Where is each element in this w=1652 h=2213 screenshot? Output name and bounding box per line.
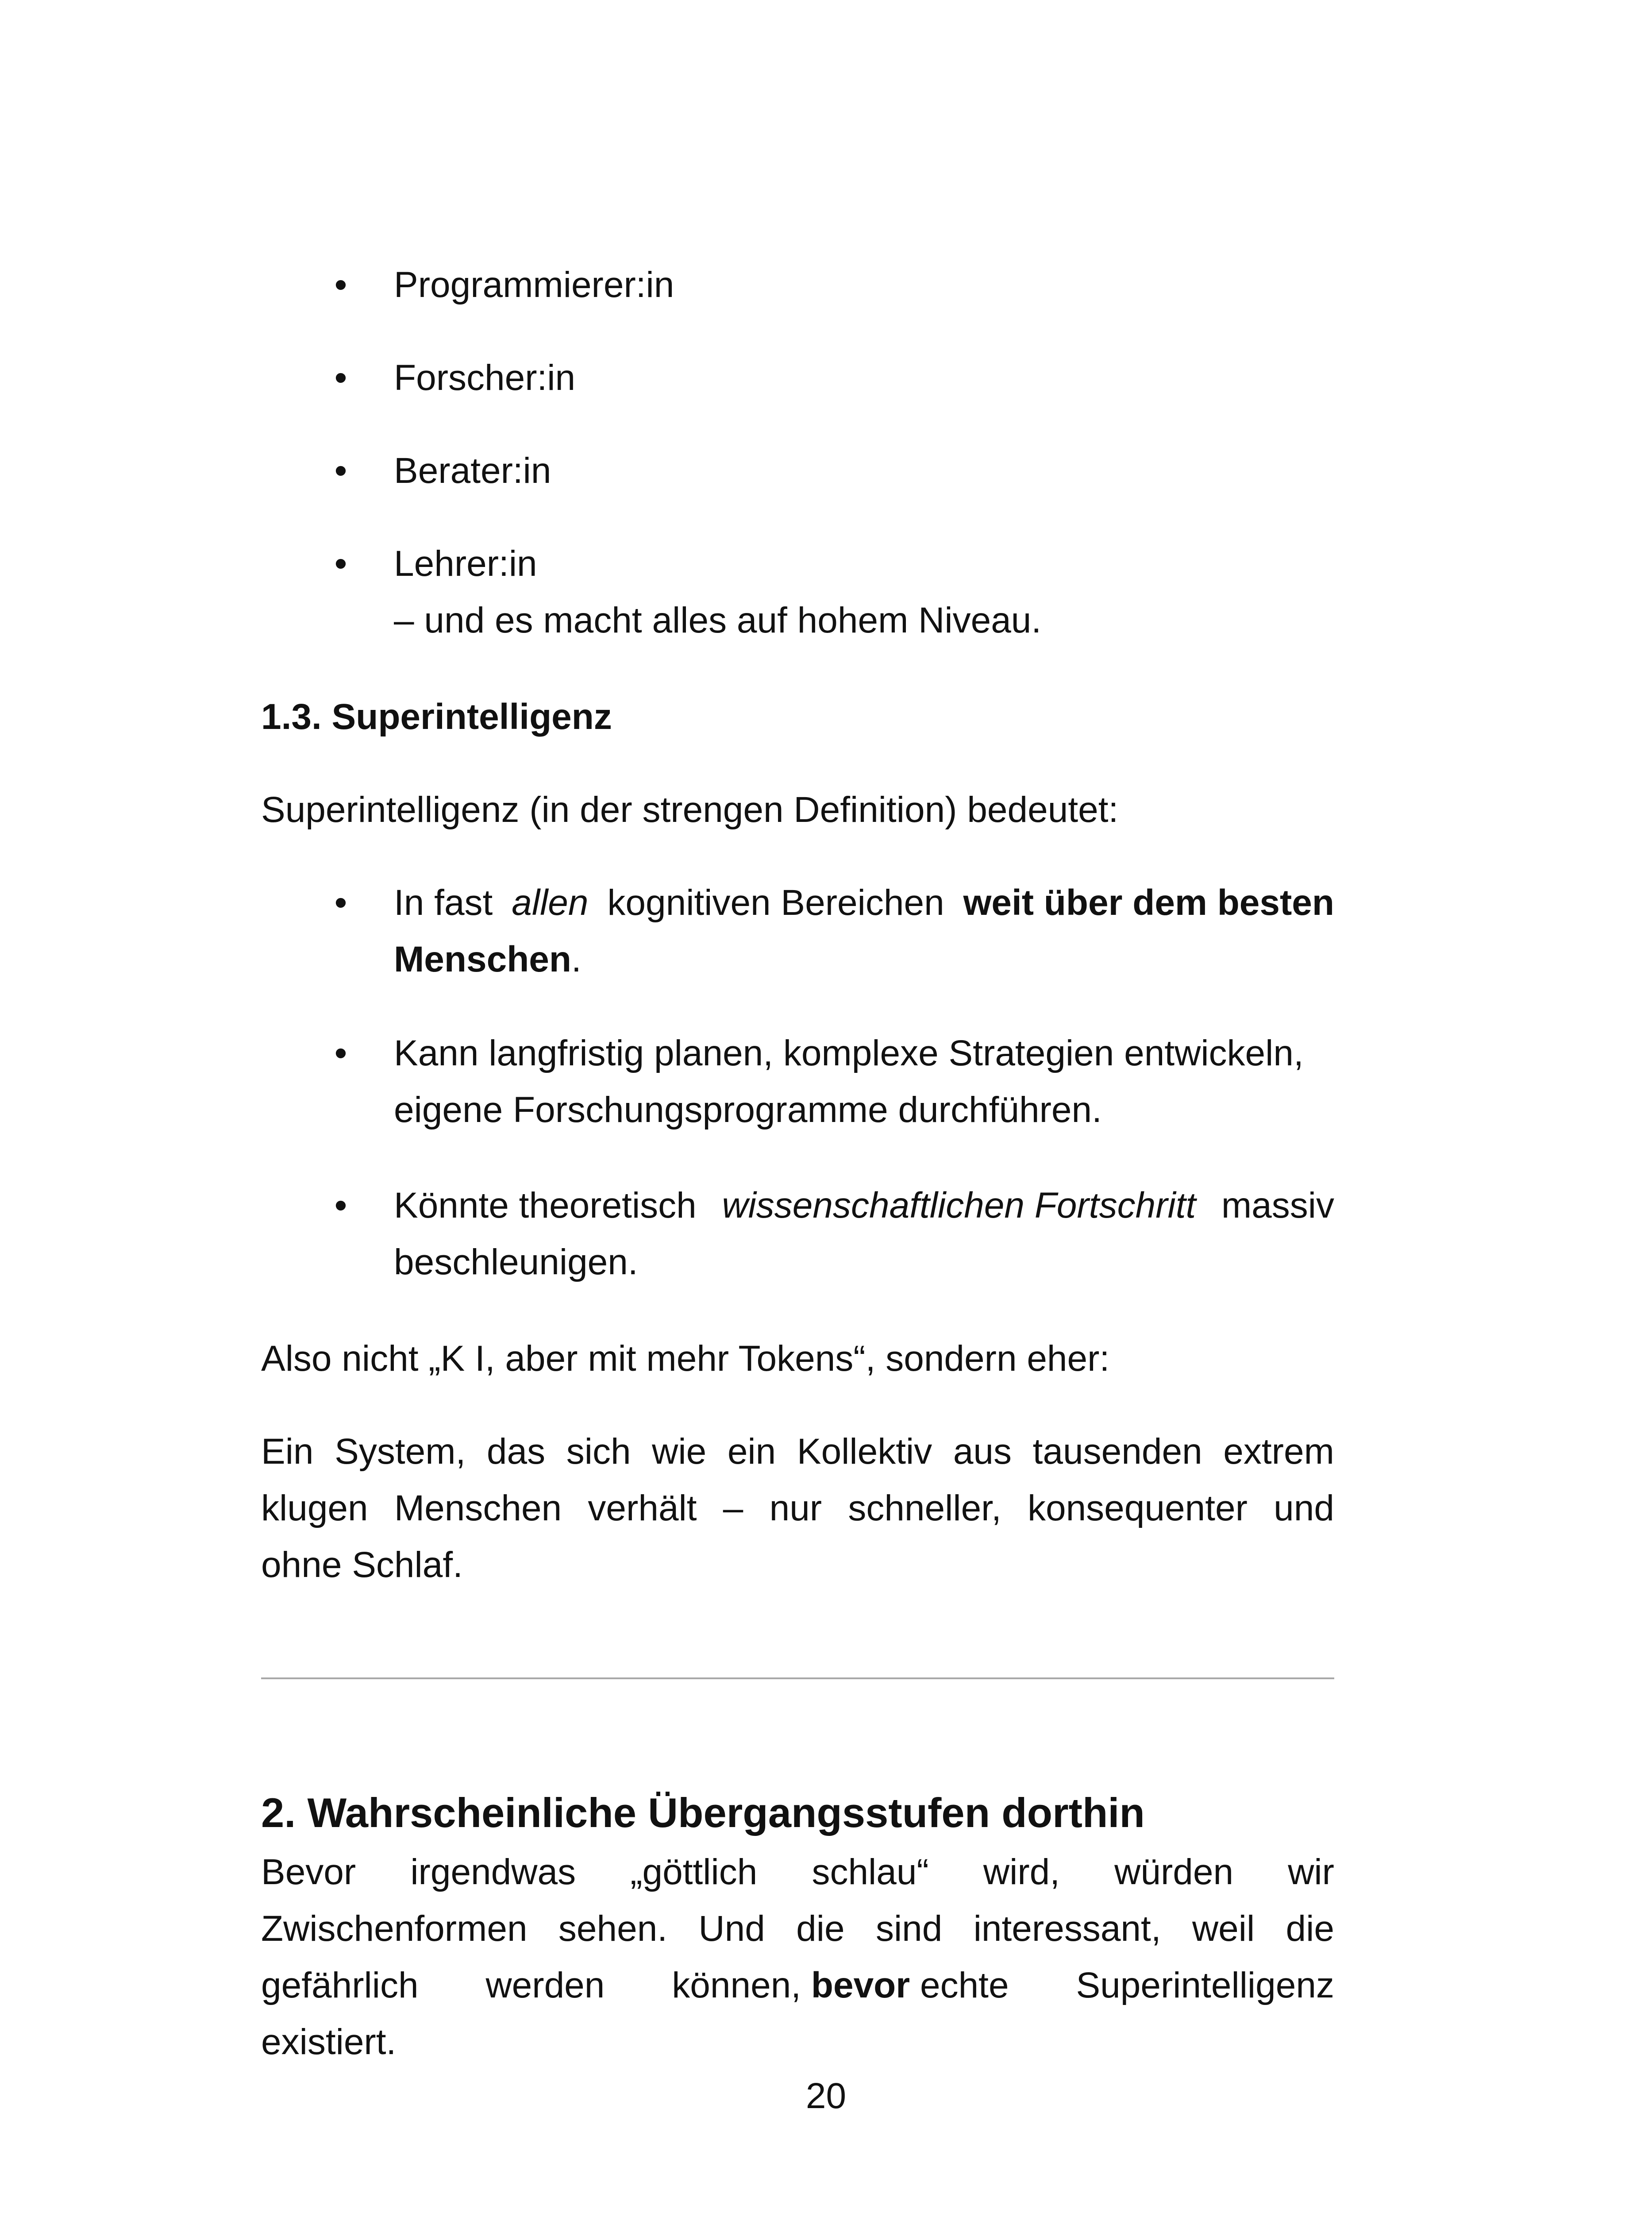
word: wie <box>652 1431 707 1472</box>
word: tausenden <box>1032 1431 1202 1472</box>
bullet-icon: • <box>334 1033 347 1073</box>
section-heading: 1.3. Superintelligenz <box>261 697 612 737</box>
list-item-line: eigene Forschungsprogramme durchführen. <box>394 1090 1102 1130</box>
text-run <box>672 1957 1009 2014</box>
section-heading: 2. Wahrscheinliche Übergangsstufen dorthin <box>261 1789 1145 1836</box>
list-item-line: Kann langfristig planen, komplexe Strategien entwickeln, <box>394 1033 1304 1073</box>
word: wir <box>1288 1852 1334 1892</box>
list-item-text <box>394 1025 1334 1138</box>
emphasis-text: wissenschaftlichen Fortschritt <box>722 1185 1196 1226</box>
text-run: In fast <box>394 883 503 923</box>
bullet-icon: • <box>334 544 347 584</box>
word: sind <box>875 1908 943 1949</box>
list-item-text: Forscher:in <box>394 358 576 398</box>
paragraph: Also nicht „K I, aber mit mehr Tokens“, sondern eher: <box>261 1338 1110 1379</box>
word: die <box>1286 1908 1334 1949</box>
list-item-line <box>394 875 1334 931</box>
word: Kollektiv <box>797 1431 932 1472</box>
text-run: gefährlich <box>261 1965 419 2005</box>
word: schlau“ <box>812 1852 929 1892</box>
word: Und <box>698 1908 765 1949</box>
word: interessant, <box>973 1908 1161 1949</box>
section-intro: Superintelligenz (in der strengen Definition) bedeutet: <box>261 790 1119 830</box>
word: schneller, <box>848 1488 1001 1528</box>
list-item-text <box>394 536 1334 649</box>
word: Zwischenformen <box>261 1908 528 1949</box>
word: Bevor <box>261 1852 356 1892</box>
bullet-icon: • <box>334 883 347 923</box>
paragraph-line <box>261 1957 1334 2014</box>
strong-text: weit über dem besten <box>963 883 1334 923</box>
word: konsequenter <box>1027 1488 1248 1528</box>
word: und <box>1274 1488 1334 1528</box>
word: weil <box>1192 1908 1255 1949</box>
list-item-line: Lehrer:in <box>394 544 537 584</box>
paragraph <box>261 1423 1334 1593</box>
paragraph-line <box>261 1901 1334 1957</box>
word: aus <box>953 1431 1012 1472</box>
text-run: Könnte theoretisch <box>394 1185 707 1226</box>
word: sehen. <box>558 1908 668 1949</box>
bullet-icon: • <box>334 451 347 491</box>
text-run: massiv <box>1211 1185 1334 1226</box>
list-item-text: Berater:in <box>394 451 551 491</box>
list-item-line <box>394 1177 1334 1234</box>
word: sich <box>566 1431 631 1472</box>
word: das <box>486 1431 546 1472</box>
word: verhält <box>588 1488 697 1528</box>
word: die <box>796 1908 845 1949</box>
word: klugen <box>261 1488 368 1528</box>
strong-text: Menschen <box>394 939 571 979</box>
paragraph-line <box>261 1480 1334 1537</box>
text-run: . <box>571 939 581 979</box>
text-run: werden <box>485 1965 605 2005</box>
list-item-text <box>394 875 1334 988</box>
paragraph <box>261 1844 1334 2070</box>
word: ein <box>727 1431 776 1472</box>
word: „göttlich <box>630 1852 758 1892</box>
word: nur <box>769 1488 822 1528</box>
paragraph-line: existiert. <box>261 2022 397 2062</box>
text-run: kognitiven Bereichen <box>597 883 955 923</box>
word: Ein <box>261 1431 314 1472</box>
word: wird, <box>983 1852 1060 1892</box>
bullet-icon: • <box>334 1185 347 1226</box>
horizontal-divider <box>261 1677 1334 1679</box>
bullet-icon: • <box>334 265 347 305</box>
list-item-text <box>394 1177 1334 1291</box>
list-item-text: Programmierer:in <box>394 265 674 305</box>
paragraph-line: ohne Schlaf. <box>261 1545 463 1585</box>
word: irgendwas <box>410 1852 576 1892</box>
emphasis-text: allen <box>512 883 589 923</box>
word: – <box>723 1488 743 1528</box>
page-number: 20 <box>805 2076 847 2116</box>
list-item-line: beschleunigen. <box>394 1242 638 1282</box>
bullet-icon: • <box>334 358 347 398</box>
word: Menschen <box>394 1488 562 1528</box>
word: würden <box>1114 1852 1234 1892</box>
paragraph-line <box>261 1844 1334 1901</box>
strong-text: bevor <box>811 1965 910 2005</box>
text-run: echte <box>910 1965 1009 2005</box>
list-item-line <box>394 931 1334 988</box>
word: extrem <box>1223 1431 1334 1472</box>
text-run: Superintelligenz <box>1076 1965 1334 2005</box>
text-run: können, <box>672 1965 811 2005</box>
word: System, <box>335 1431 466 1472</box>
list-item-continuation: – und es macht alles auf hohem Niveau. <box>394 600 1042 640</box>
paragraph-line <box>261 1423 1334 1480</box>
